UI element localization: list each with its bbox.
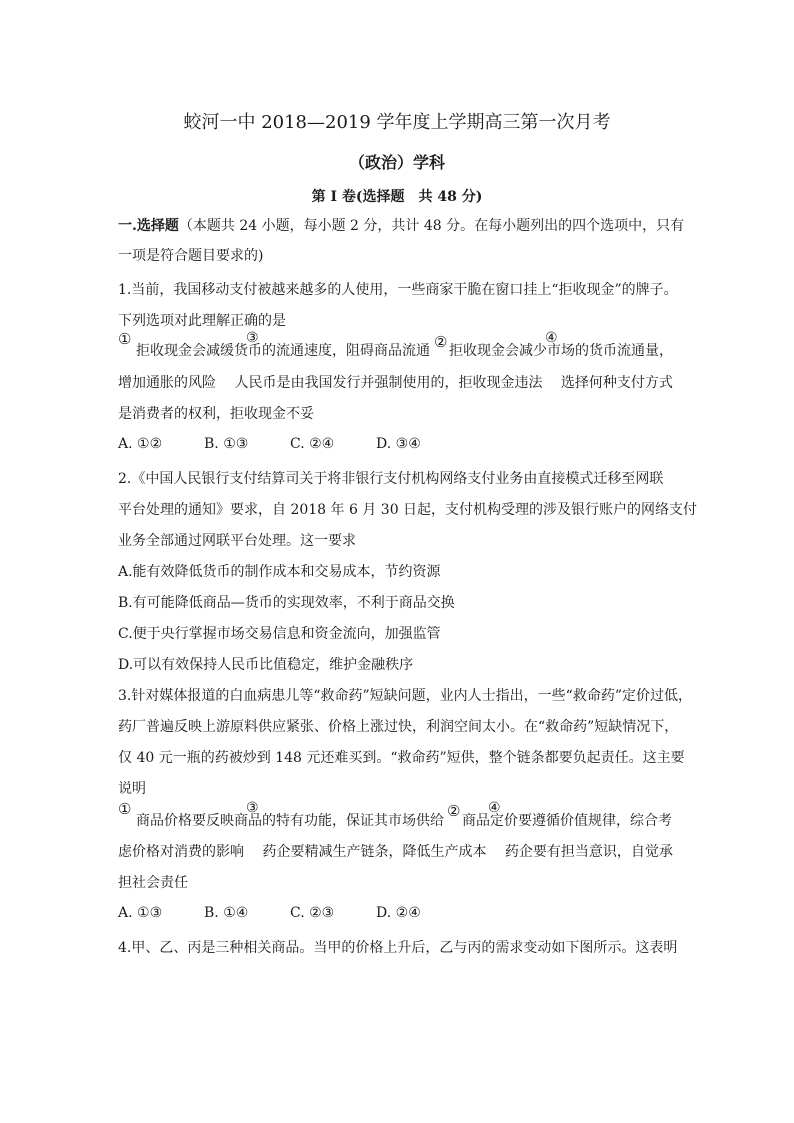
q3-statements-line-2: 虑价格对消费的影响 药企要精减生产链条，降低生产成本 药企要有担当意识，自觉承 — [118, 844, 673, 860]
q2-option-b[interactable]: B.有可能降低商品—货币的实现效率，不利于商品交换 — [118, 595, 455, 611]
instructions-text: （本题共 24 小题，每小题 2 分，共计 48 分。在每小题列出的四个选项中，只有 — [178, 218, 685, 234]
exam-title: 蛟河一中 2018—2019 学年度上学期高三第一次月考 — [183, 112, 611, 133]
q1-statement-2-marker: ② — [434, 333, 448, 351]
q2-stem-line-2: 平台处理的通知》要求，自 2018 年 6 月 30 日起，支付机构受理的涉及银行账户的网络支付 — [118, 502, 698, 518]
q1-statement-1-marker: ① — [118, 330, 132, 348]
q3-stem-line-3: 仅 40 元一瓶的药被炒到 148 元还难买到。“救命药”短供，整个链条都要负起责任。这主要 — [118, 750, 685, 766]
q2-option-a[interactable]: A.能有效降低货币的制作成本和交易成本，节约资源 — [118, 564, 441, 580]
q1-stem-line-1: 1.当前，我国移动支付被越来越多的人使用，一些商家干脆在窗口挂上“拒收现金”的牌子。 — [118, 282, 678, 298]
section-label: 一.选择题 — [118, 218, 179, 234]
q3-option-d[interactable]: D. ②④ — [376, 905, 421, 921]
q1-option-b[interactable]: B. ①③ — [204, 436, 249, 452]
q3-stem-line-4: 说明 — [118, 781, 146, 797]
q1-statement-1: 拒收现金会减缓货币的流通速度，阻碍商品流通 — [136, 343, 430, 359]
q3-option-c[interactable]: C. ②③ — [290, 905, 335, 921]
q3-statements-line-3: 担社会责任 — [118, 875, 188, 891]
q1-statements-line-3: 是消费者的权利，拒收现金不妥 — [118, 406, 314, 422]
q1-option-d[interactable]: D. ③④ — [376, 436, 421, 452]
q1-statement-3-marker: ③ — [246, 330, 259, 346]
q3-stem-line-1: 3.针对媒体报道的白血病患儿等“救命药”短缺问题，业内人士指出，一些“救命药”定价过低， — [118, 688, 692, 704]
part-heading: 第 I 卷(选择题 共 48 分) — [311, 189, 483, 205]
q3-statement-4-marker: ④ — [488, 800, 501, 816]
q1-statement-4-marker: ④ — [545, 330, 558, 346]
q1-statement-2: 拒收现金会减少市场的货币流通量， — [449, 343, 673, 359]
q3-stem-line-2: 药厂普遍反映上游原料供应紧张、价格上涨过快，利润空间太小。在“救命药”短缺情况下， — [118, 719, 679, 735]
q3-statement-2-marker: ② — [447, 802, 461, 820]
q4-stem-line-1: 4.甲、乙、丙是三种相关商品。当甲的价格上升后，乙与丙的需求变动如下图所示。这表明 — [118, 940, 678, 956]
q3-statement-1: 商品价格要反映商品的特有功能，保证其市场供给 — [136, 813, 444, 829]
q3-statement-2: 商品定价要遵循价值规律，综合考 — [462, 813, 672, 829]
q1-statements-line-2: 增加通胀的风险 人民币是由我国发行并强制使用的，拒收现金违法 选择何种支付方式 — [118, 375, 673, 391]
q2-option-d[interactable]: D.可以有效保持人民币比值稳定，维护金融秩序 — [118, 657, 414, 673]
q2-option-c[interactable]: C.便于央行掌握市场交易信息和资金流向，加强监管 — [118, 626, 441, 642]
q2-stem-line-3: 业务全部通过网联平台处理。这一要求 — [118, 533, 356, 549]
instructions-line-2: 一项是符合题目要求的) — [118, 248, 264, 264]
q1-stem-line-2: 下列选项对此理解正确的是 — [118, 313, 286, 329]
q3-statement-1-marker: ① — [118, 800, 132, 818]
subject-title: （政治）学科 — [348, 153, 445, 172]
q1-option-a[interactable]: A. ①② — [118, 436, 163, 452]
q3-option-a[interactable]: A. ①③ — [118, 905, 163, 921]
q3-option-b[interactable]: B. ①④ — [204, 905, 249, 921]
q2-stem-line-1: 2.《中国人民银行支付结算司关于将非银行支付机构网络支付业务由直接模式迁移至网联 — [118, 471, 664, 487]
instructions-line-1 — [118, 216, 684, 236]
q1-option-c[interactable]: C. ②④ — [290, 436, 335, 452]
q3-statement-3-marker: ③ — [246, 800, 259, 816]
